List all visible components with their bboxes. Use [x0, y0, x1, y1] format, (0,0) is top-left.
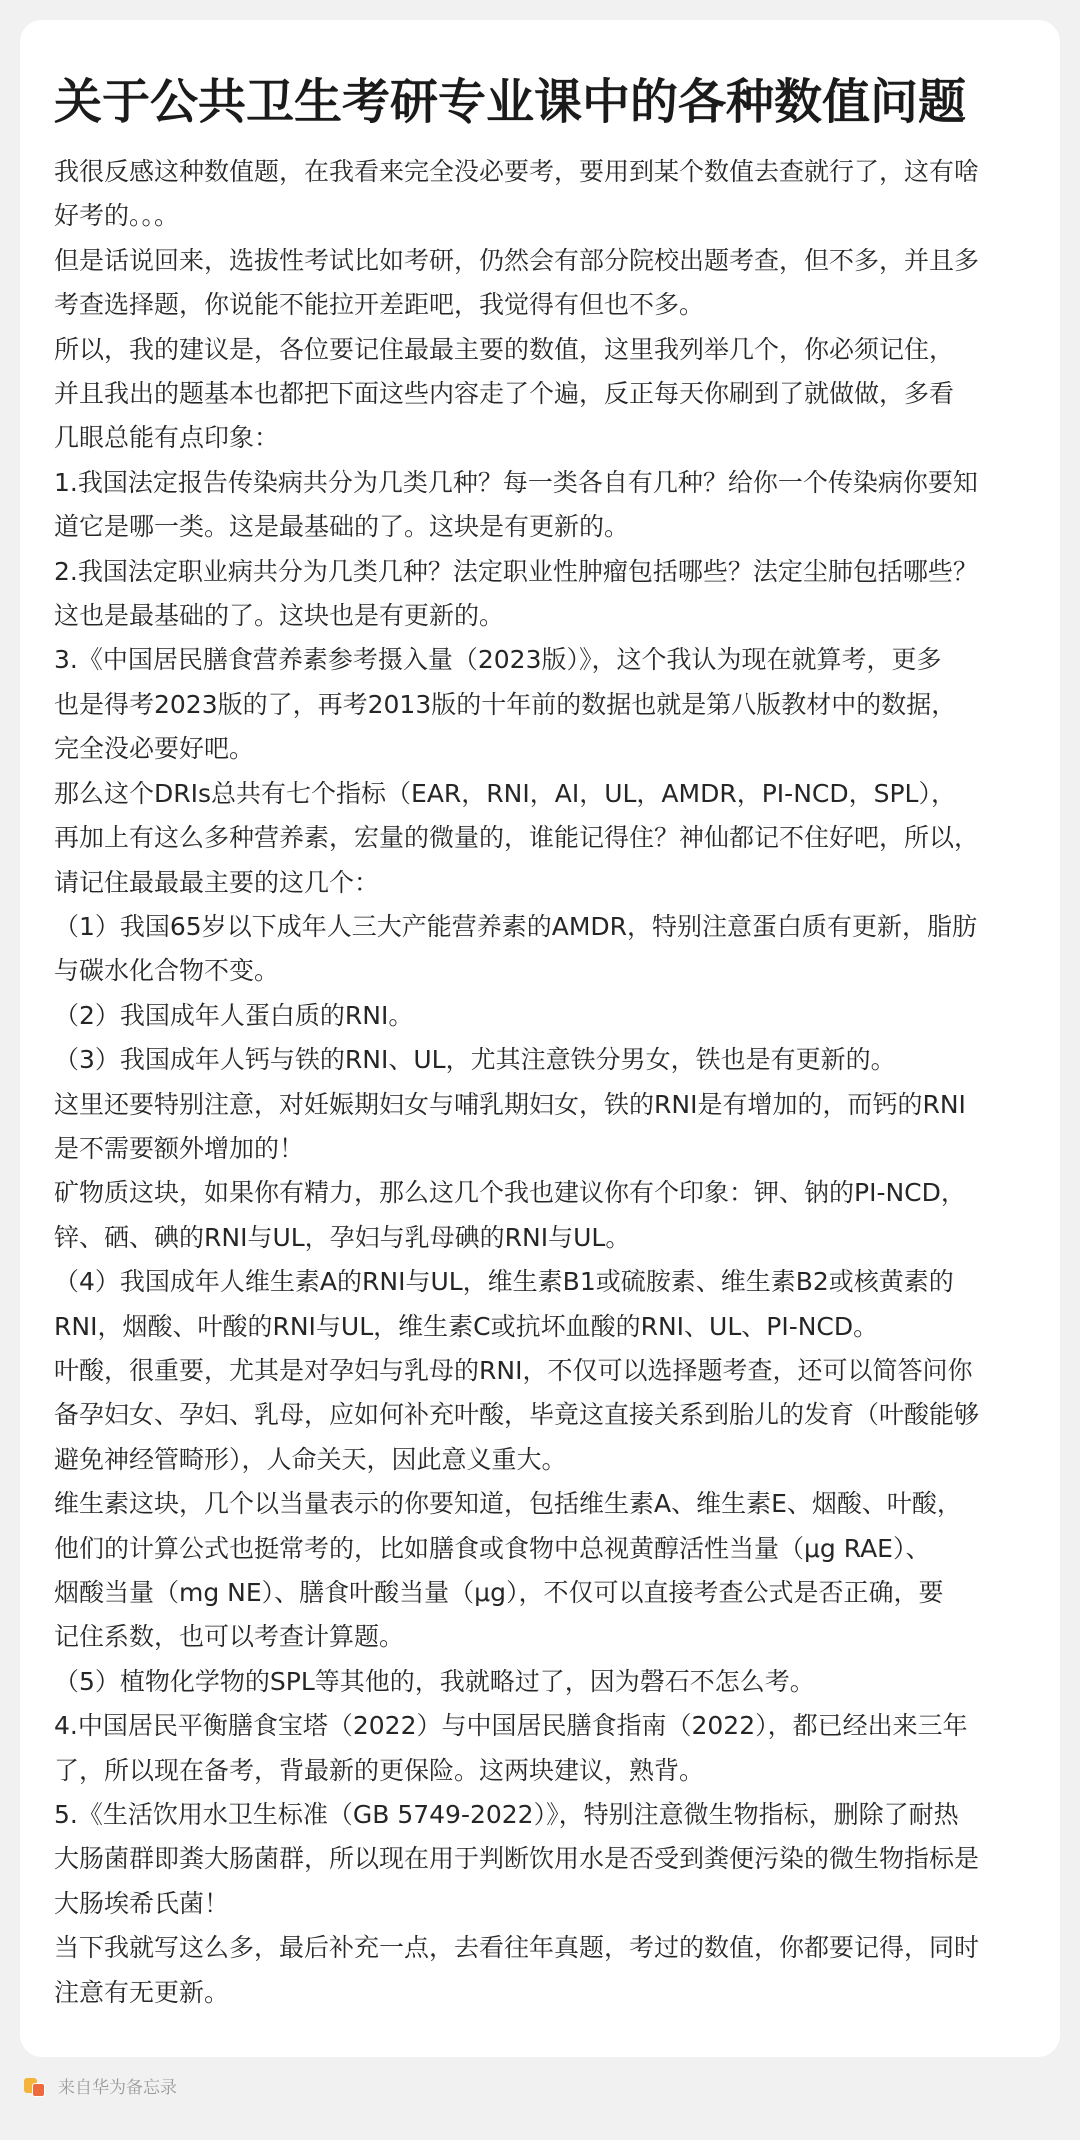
- note-body: [54, 150, 1026, 2015]
- note-paragraph: （3）我国成年人钙与铁的RNI、UL，尤其注意铁分男女，铁也是有更新的。: [54, 1045, 896, 1075]
- note-paragraph: 叶酸，很重要，尤其是对孕妇与乳母的RNI，不仅可以选择题考查，还可以简答问你 备孕妇女、孕妇、乳母，应如何补充叶酸，毕竟这直接关系到胎儿的发育（叶酸能够 避免神经管畸形），人命关天，因此意义重大。: [54, 1355, 980, 1474]
- note-paragraph: （5）植物化学物的SPL等其他的，我就略过了，因为磬石不怎么考。: [54, 1666, 815, 1696]
- note-title: 关于公共卫生考研专业课中的各种数值问题: [54, 74, 967, 130]
- note-paragraph: 当下我就写这么多，最后补充一点，去看往年真题，考过的数值，你都要记得，同时 注意有无更新。: [54, 1933, 980, 2007]
- note-paragraph: 这里还要特别注意，对妊娠期妇女与哺乳期妇女，铁的RNI是有增加的，而钙的RNI 是不需要额外增加的！: [54, 1089, 966, 1163]
- note-paragraph: 但是话说回来，选拔性考试比如考研，仍然会有部分院校出题考查，但不多，并且多 考查选择题，你说能不能拉开差距吧，我觉得有但也不多。: [54, 245, 980, 320]
- note-paragraph: 维生素这块，几个以当量表示的你要知道，包括维生素A、维生素E、烟酸、叶酸， 他们的计算公式也挺常考的，比如膳食或食物中总视黄醇活性当量（μg RAE）、 烟酸当量（mg NE）、膳食叶酸当量（μg），不仅可以直接考查公式是否正确，要 记住系数，也可以考查计算题。: [54, 1489, 962, 1652]
- note-paragraph: 我很反感这种数值题，在我看来完全没必要考，要用到某个数值去查就行了，这有啥 好考的。。。: [54, 157, 980, 231]
- note-paragraph: 4.中国居民平衡膳食宝塔（2022）与中国居民膳食指南（2022），都已经出来三年 了，所以现在备考，背最新的更保险。这两块建议，熟背。: [54, 1711, 968, 1785]
- note-paragraph: 2.我国法定职业病共分为几类几种？法定职业性肿瘤包括哪些？法定尘肺包括哪些？ 这也是最基础的了。这块也是有更新的。: [54, 556, 978, 631]
- note-paragraph: 1.我国法定报告传染病共分为几类几种？每一类各自有几种？给你一个传染病你要知 道它是哪一类。这是最基础的了。这块是有更新的。: [54, 467, 978, 542]
- source-label: 来自华为备忘录: [58, 2078, 177, 2098]
- huawei-notepad-icon: [24, 2078, 46, 2098]
- note-paragraph: 5.《生活饮用水卫生标准（GB 5749-2022）》，特别注意微生物指标，删除了耐热 大肠菌群即粪大肠菌群，所以现在用于判断饮用水是否受到粪便污染的微生物指标是 大肠埃希氏菌！: [54, 1800, 980, 1918]
- note-paragraph: （1）我国65岁以下成年人三大产能营养素的AMDR，特别注意蛋白质有更新，脂肪 与碳水化合物不变。: [54, 911, 978, 986]
- note-card: [20, 20, 1060, 2057]
- note-paragraph: 那么这个DRIs总共有七个指标（EAR，RNI，AI，UL，AMDR，PI-NCD，SPL）， 再加上有这么多种营养素，宏量的微量的，谁能记得住？神仙都记不住好吧，所以， 请记住最最最主要的这几个：: [54, 778, 980, 897]
- note-paragraph: 所以，我的建议是，各位要记住最最主要的数值，这里我列举几个，你必须记住， 并且我出的题基本也都把下面这些内容走了个遍，反正每天你刷到了就做做，多看 几眼总能有点印象：: [54, 334, 955, 453]
- note-paragraph: （4）我国成年人维生素A的RNI与UL，维生素B1或硫胺素、维生素B2或核黄素的 RNI，烟酸、叶酸的RNI与UL，维生素C或抗坏血酸的RNI、UL、PI-NCD。: [54, 1267, 954, 1341]
- note-paragraph: 3.《中国居民膳食营养素参考摄入量（2023版）》，这个我认为现在就算考，更多 也是得考2023版的了，再考2013版的十年前的数据也就是第八版教材中的数据， 完全没必要好吧。: [54, 645, 957, 764]
- note-paragraph: （2）我国成年人蛋白质的RNI。: [54, 1000, 414, 1030]
- note-paragraph: 矿物质这块，如果你有精力，那么这几个我也建议你有个印象：钾、钠的PI-NCD， 锌、硒、碘的RNI与UL，孕妇与乳母碘的RNI与UL。: [54, 1178, 966, 1252]
- source-footer: [24, 2076, 177, 2100]
